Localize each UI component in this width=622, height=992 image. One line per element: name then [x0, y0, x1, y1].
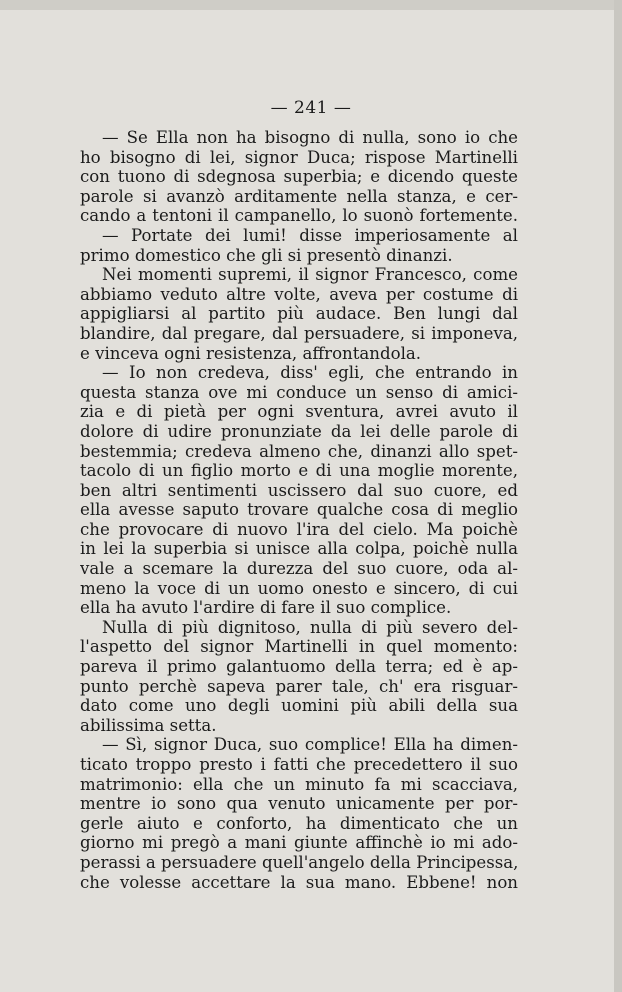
text-line: meno la voce di un uomo onesto e sincero, di cui — [80, 578, 518, 598]
text-line: Nulla di più dignitoso, nulla di più severo del- — [102, 617, 518, 637]
text-line: che provocare di nuovo l'ira del cielo. Ma poichè — [80, 519, 518, 539]
text-line: ho bisogno di lei, signor Duca; rispose Martinelli — [80, 147, 518, 167]
text-line: giorno mi pregò a mani giunte affinchè io mi ado- — [80, 833, 518, 853]
scan-edge-top — [0, 0, 622, 10]
page-number: — 241 — — [270, 98, 352, 118]
text-line: questa stanza ove mi conduce un senso di amici- — [80, 382, 518, 402]
text-line: ticato troppo presto i fatti che precedettero il suo — [80, 755, 518, 774]
text-line: punto perchè sapeva parer tale, ch' era risguar- — [80, 676, 518, 696]
text-line: primo domestico che gli si presentò dinanzi. — [80, 245, 453, 265]
text-line: — Sì, signor Duca, suo complice! Ella ha dimen- — [102, 735, 518, 755]
text-line: che volesse accettare la sua mano. Ebbene! non — [80, 872, 518, 892]
text-line: bestemmia; credeva almeno che, dinanzi allo spet- — [80, 441, 518, 461]
text-line: perassi a persuadere quell'angelo della Principessa, — [80, 852, 518, 872]
text-line: matrimonio: ella che un minuto fa mi scacciava, — [80, 774, 518, 794]
text-line: ella ha avuto l'ardire di fare il suo complice. — [80, 598, 452, 618]
text-line: — Portate dei lumi! disse imperiosamente al — [102, 225, 518, 245]
text-line: dolore di udire pronunziate da lei delle parole di — [80, 421, 518, 441]
text-line: tacolo di un figlio morto e di una moglie morente, — [80, 461, 518, 481]
text-line: abbiamo veduto altre volte, aveva per costume di — [80, 284, 518, 304]
text-line: appigliarsi al partito più audace. Ben lungi dal — [80, 304, 518, 324]
text-line: l'aspetto del signor Martinelli in quel momento: — [80, 637, 518, 657]
text-line: abilissima setta. — [80, 715, 217, 735]
text-line: blandire, dal pregare, dal persuadere, si imponeva, — [80, 323, 518, 343]
text-line: — Se Ella non ha bisogno di nulla, sono io che — [102, 128, 518, 147]
text-line: — Io non credeva, diss' egli, che entrando in — [102, 363, 518, 383]
text-line: Nei momenti supremi, il signor Francesco, come — [102, 265, 518, 285]
text-line: parole si avanzò arditamente nella stanza, e cer- — [80, 186, 518, 206]
text-line: ella avesse saputo trovare qualche cosa di meglio — [80, 500, 518, 520]
text-line: cando a tentoni il campanello, lo suonò fortemente. — [80, 206, 518, 226]
text-line: e vinceva ogni resistenza, affrontandola. — [80, 343, 422, 363]
text-line: ben altri sentimenti uscissero dal suo cuore, ed — [80, 480, 518, 500]
body-text — [80, 128, 518, 892]
text-line: con tuono di sdegnosa superbia; e dicendo queste — [80, 167, 518, 187]
text-line: zia e di pietà per ogni sventura, avrei avuto il — [80, 402, 518, 422]
text-line: mentre io sono qua venuto unicamente per por- — [80, 794, 518, 814]
text-line: in lei la superbia si unisce alla colpa, poichè nulla — [80, 539, 518, 559]
text-line: dato come uno degli uomini più abili della sua — [80, 696, 518, 716]
text-line: pareva il primo galantuomo della terra; ed è ap- — [80, 657, 518, 677]
text-line: gerle aiuto e conforto, ha dimenticato che un — [80, 813, 518, 833]
scan-edge-right — [614, 0, 622, 992]
text-line: vale a scemare la durezza del suo cuore, oda al- — [80, 559, 518, 579]
